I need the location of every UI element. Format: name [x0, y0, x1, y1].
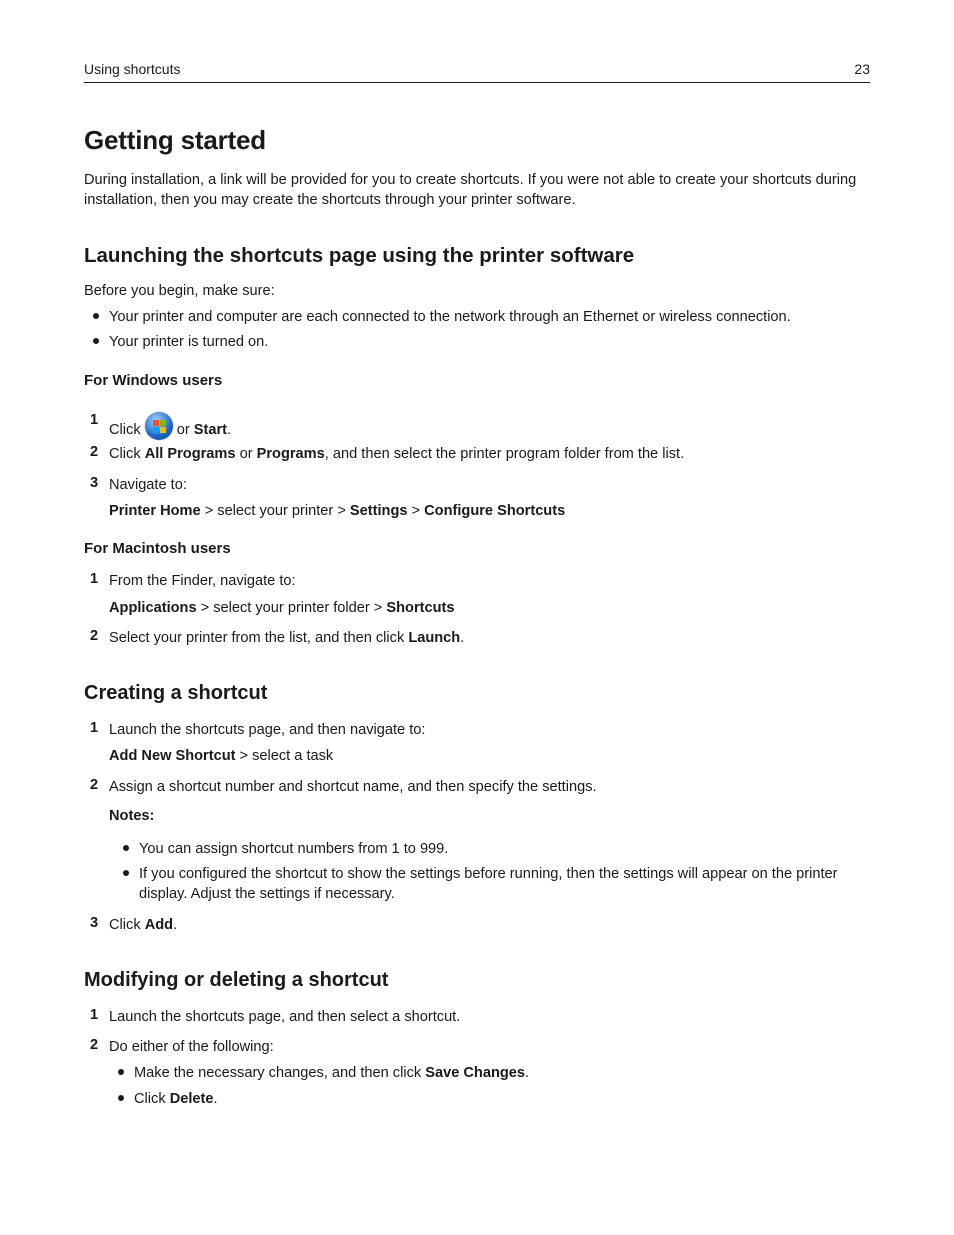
page-title: Getting started [84, 125, 266, 155]
save-changes-label: Save Changes [425, 1065, 526, 1081]
creating-step-3 [109, 915, 177, 935]
step-number: 3 [90, 915, 99, 931]
step-number: 1 [90, 412, 99, 428]
mac-step-1: From the Finder, navigate to: [109, 573, 296, 589]
creating-step-1: Launch the shortcuts page, and then navigate to: [109, 722, 426, 738]
step-number: 2 [90, 628, 99, 644]
bullet-dot [123, 845, 129, 851]
step-text: . [173, 917, 178, 933]
step-text: Click [109, 422, 141, 438]
header-section-title: Using shortcuts [84, 61, 181, 77]
requirement-network: Your printer and computer are each connected to the network through an Ethernet or wireless connection. [109, 309, 791, 325]
step-text: Select your printer from the list, and then click [109, 630, 409, 646]
creating-step-2: Assign a shortcut number and shortcut name, and then specify the settings. [109, 779, 597, 795]
modifying-step-1: Launch the shortcuts page, and then select a shortcut. [109, 1009, 461, 1025]
windows-step-3: Navigate to: [109, 477, 187, 493]
windows-step-2 [109, 444, 684, 464]
path-segment: Shortcuts [386, 600, 455, 616]
note-item: You can assign shortcut numbers from 1 to 999. [139, 841, 449, 857]
step-number: 1 [90, 720, 99, 736]
notes-label: Notes: [109, 808, 155, 824]
running-header [84, 60, 870, 83]
path-segment: Configure Shortcuts [424, 503, 566, 519]
step-text: or [239, 446, 253, 462]
step-number: 2 [90, 444, 99, 460]
modifying-step-2: Do either of the following: [109, 1039, 274, 1055]
step-text: . [227, 422, 232, 438]
option-delete [134, 1089, 218, 1109]
intro-paragraph: During installation, a link will be provided for you to create shortcuts. If you were not able to create your shortcuts during installation, then you may create the shortcuts through your printer software. [84, 172, 857, 208]
mac-step-2 [109, 628, 464, 648]
creating-heading: Creating a shortcut [84, 682, 268, 704]
step-number: 1 [90, 571, 99, 587]
requirement-power: Your printer is turned on. [109, 334, 269, 350]
path-segment: Add New Shortcut [109, 748, 236, 764]
path-segment: Settings [349, 503, 408, 519]
step-text: Click [109, 446, 141, 462]
note-item: If you configured the shortcut to show the settings before running, then the settings will appear on the printer display. Adjust the settings if necessary. [139, 866, 838, 902]
logo-quadrant [153, 427, 159, 433]
path-separator: > select your printer > [200, 503, 350, 519]
programs-label: Programs [256, 446, 325, 462]
step-text: . [460, 630, 465, 646]
creating-nav-path [109, 746, 333, 766]
logo-quadrant [153, 420, 159, 426]
path-segment: Applications [109, 600, 197, 616]
launch-label: Launch [408, 630, 461, 646]
add-label: Add [144, 917, 174, 933]
step-text: , and then select the printer program folder from the list. [324, 446, 685, 462]
step-number: 3 [90, 475, 99, 491]
bullet-dot [123, 870, 129, 876]
step-text: . [525, 1065, 530, 1081]
page-number: 23 [854, 61, 870, 77]
windows-step-1 [109, 412, 231, 440]
bullet-dot [118, 1069, 124, 1075]
path-separator: > select your printer folder > [196, 600, 387, 616]
start-menu-label: Start [193, 422, 228, 438]
step-number: 2 [90, 777, 99, 793]
windows-nav-path [109, 501, 565, 521]
logo-quadrant [160, 420, 166, 426]
all-programs-label: All Programs [144, 446, 236, 462]
before-begin-text: Before you begin, make sure: [84, 283, 275, 299]
mac-nav-path [109, 598, 455, 618]
step-number: 2 [90, 1037, 99, 1053]
windows-start-orb-icon [145, 412, 173, 440]
path-segment: Printer Home [109, 503, 201, 519]
logo-quadrant [160, 427, 166, 433]
delete-label: Delete [169, 1091, 214, 1107]
step-text: Make the necessary changes, and then click [134, 1065, 426, 1081]
windows-users-heading: For Windows users [84, 372, 223, 389]
step-text: Click [109, 917, 145, 933]
option-save-changes [134, 1063, 529, 1083]
mac-users-heading: For Macintosh users [84, 540, 231, 557]
step-text: Click [134, 1091, 170, 1107]
bullet-dot [93, 338, 99, 344]
modifying-heading: Modifying or deleting a shortcut [84, 969, 389, 991]
path-separator: > [407, 503, 425, 519]
path-separator: > select a task [235, 748, 334, 764]
step-text: . [213, 1091, 218, 1107]
bullet-dot [118, 1095, 124, 1101]
launching-heading: Launching the shortcuts page using the printer software [84, 244, 635, 267]
step-text: or [176, 422, 190, 438]
bullet-dot [93, 313, 99, 319]
step-number: 1 [90, 1007, 99, 1023]
